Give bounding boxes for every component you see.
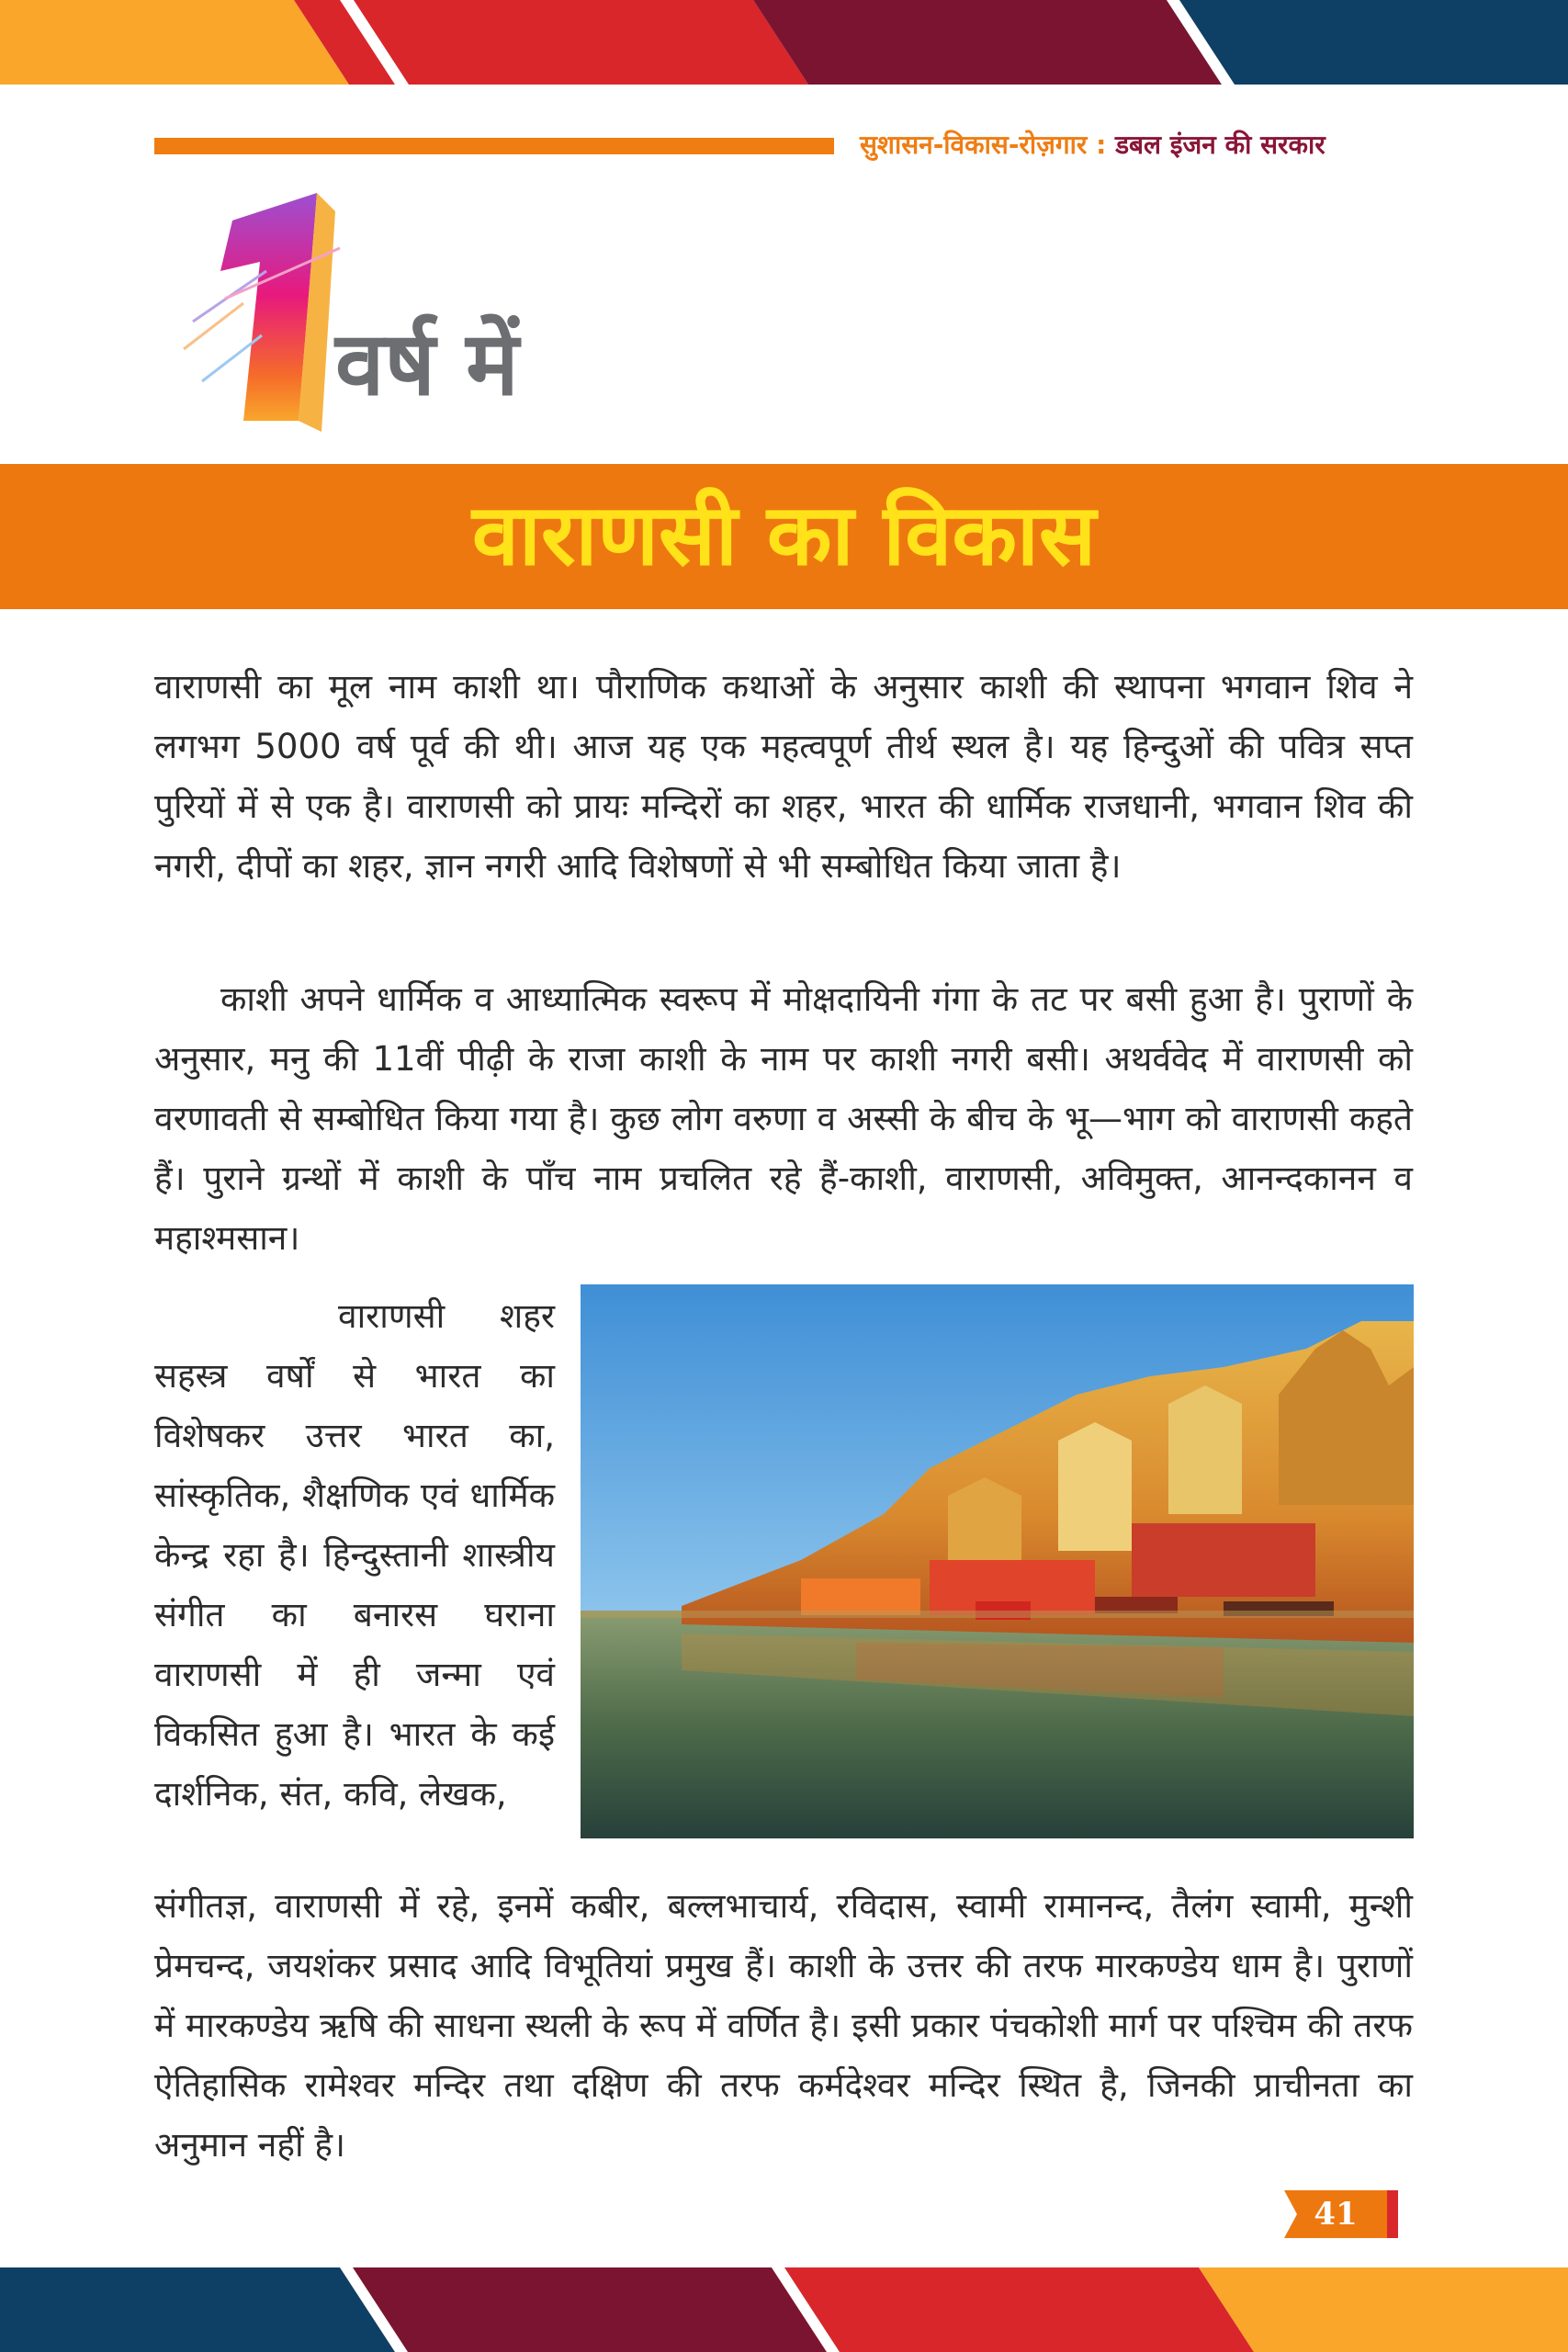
title-subhead: वर्ष में — [335, 311, 519, 415]
running-header-part-2: डबल इंजन की सरकार — [1115, 130, 1325, 160]
paragraph-3: वाराणसी शहर सहस्त्र वर्षों से भारत का विशेषकर उत्तर भारत का, सांस्कृतिक, शैक्षणिक एवं धार्मिक केन्द्र रहा है। हिन्दुस्तानी शास्त्रीय संगीत का बनारस घराना वाराणसी में ही जन्मा एवं विकसित हुआ है। भारत के कई दार्शनिक, संत, कवि, लेखक, — [154, 1296, 555, 1814]
page-number: 41 — [1314, 2196, 1358, 2233]
paragraph-4: संगीतज्ञ, वाराणसी में रहे, इनमें कबीर, बल्लभाचार्य, रविदास, स्वामी रामानन्द, तैलंग स्वामी, मुन्शी प्रेमचन्द, जयशंकर प्रसाद आदि विभूतियां प्रमुख हैं। काशी के उत्तर की तरफ मारकण्डेय धाम है। पुराणों में मारकण्डेय ऋषि की साधना स्थली के रूप में वर्णित है। इसी प्रकार पंचकोशी मार्ग पर पश्चिम की तरफ ऐतिहासिक रामेश्वर मन्दिर तथा दक्षिण की तरफ कर्मदेश्वर मन्दिर स्थित है, जिनकी प्राचीनता का अनुमान नहीं है। — [154, 1886, 1413, 2165]
title-banner — [0, 464, 1568, 609]
header-rule — [154, 138, 834, 154]
page-title: वाराणसी का विकास — [471, 485, 1097, 584]
paragraph-2: काशी अपने धार्मिक व आध्यात्मिक स्वरूप में मोक्षदायिनी गंगा के तट पर बसी हुआ है। पुराणों के अनुसार, मनु की 11वीं पीढ़ी के राजा काशी के नाम पर काशी नगरी बसी। अथर्ववेद में वाराणसी को वरणावती से सम्बोधित किया गया है। कुछ लोग वरुणा व अस्सी के बीच के भू—भाग को वाराणसी कहते हैं। पुराने ग्रन्थों में काशी के पाँच नाम प्रचलित रहे हैं-काशी, वाराणसी, अविमुक्त, आनन्दकानन व महाश्मसान। — [154, 979, 1413, 1258]
running-header — [860, 127, 1325, 162]
paragraph-1: वाराणसी का मूल नाम काशी था। पौराणिक कथाओं के अनुसार काशी की स्थापना भगवान शिव ने लगभग 5000 वर्ष पूर्व की थी। आज यह एक महत्वपूर्ण तीर्थ स्थल है। यह हिन्दुओं की पवित्र सप्त पुरियों में से एक है। वाराणसी को प्रायः मन्दिरों का शहर, भारत की धार्मिक राजधानी, भगवान शिव की नगरी, दीपों का शहर, ज्ञान नगरी आदि विशेषणों से भी सम्बोधित किया जाता है। — [154, 667, 1413, 886]
year-numeral — [179, 184, 180, 185]
bottom-color-band — [0, 2267, 1568, 2352]
top-color-band — [0, 0, 1568, 85]
year-numeral-graphic — [179, 184, 354, 441]
running-header-part-1: सुशासन-विकास-रोज़गार : — [860, 130, 1116, 160]
varanasi-ghats-photo — [581, 1284, 1414, 1838]
